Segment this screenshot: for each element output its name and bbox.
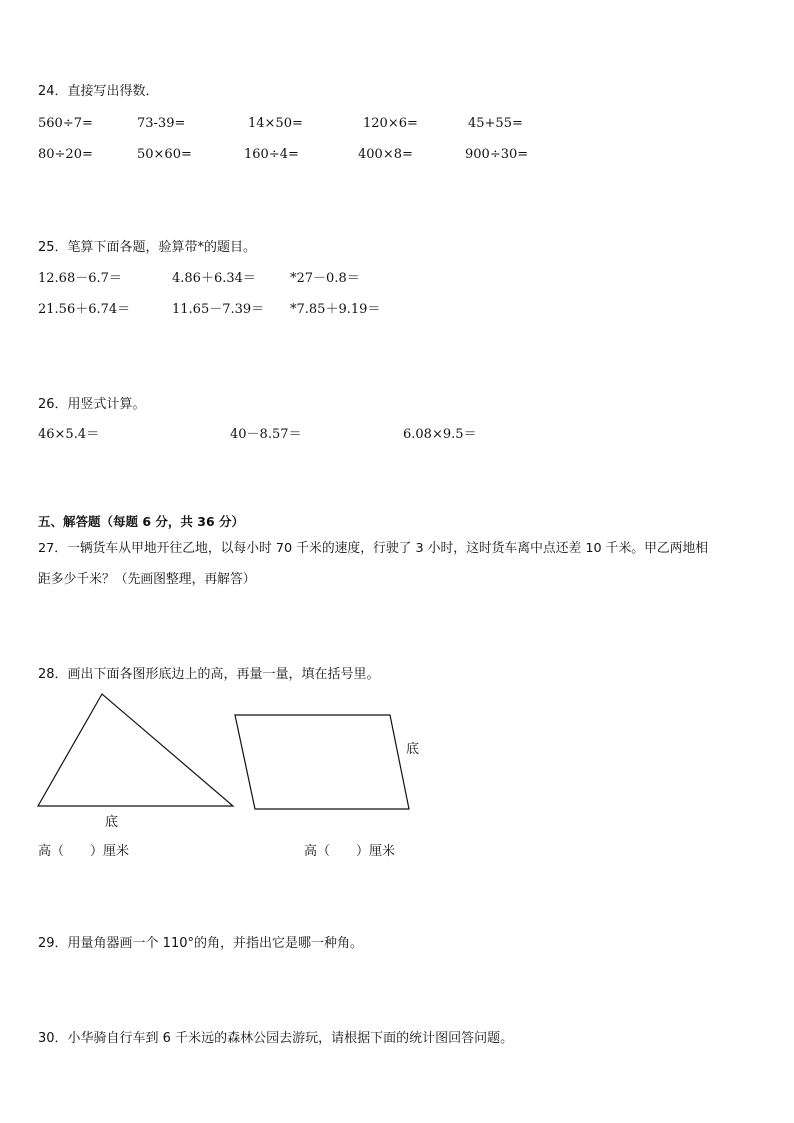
q25-r2-c2: 11.65－7.39＝ xyxy=(172,302,265,317)
q24-r1-c1: 560÷7= xyxy=(38,116,93,131)
q25-r1-c2: 4.86＋6.34＝ xyxy=(172,271,256,286)
q25-r2-c1: 21.56＋6.74＝ xyxy=(38,302,131,317)
parallelogram-base-label: 底 xyxy=(406,742,420,757)
q24-r1-c4: 120×6= xyxy=(363,116,418,131)
q25-r1-c1: 12.68－6.7＝ xyxy=(38,271,122,286)
q26-c2: 40－8.57＝ xyxy=(230,427,302,442)
q24-r2-c2: 50×60= xyxy=(137,147,192,162)
q29-title: 29．用量角器画一个 110°的角，并指出它是哪一种角。 xyxy=(38,936,363,951)
q25-r2-c3: *7.85＋9.19＝ xyxy=(290,302,381,317)
q24-r2-c1: 80÷20= xyxy=(38,147,93,162)
q24-r2-c5: 900÷30= xyxy=(465,147,529,162)
q26-title: 26．用竖式计算。 xyxy=(38,397,146,412)
q24-r2-c4: 400×8= xyxy=(358,147,413,162)
q28-title: 28．画出下面各图形底边上的高，再量一量，填在括号里。 xyxy=(38,667,380,682)
parallelogram-figure xyxy=(233,713,413,811)
q25-title: 25．笔算下面各题，验算带*的题目。 xyxy=(38,240,257,255)
q27-line1: 27．一辆货车从甲地开往乙地，以每小时 70 千米的速度，行驶了 3 小时，这时货车离中点还差 10 千米。甲乙两地相 xyxy=(38,541,709,556)
q26-c1: 46×5.4＝ xyxy=(38,427,100,442)
q25-r1-c3: *27－0.8＝ xyxy=(290,271,360,286)
triangle-base-label: 底 xyxy=(105,815,119,830)
q30-title: 30．小华骑自行车到 6 千米远的森林公园去游玩，请根据下面的统计图回答问题。 xyxy=(38,1031,514,1046)
q28-answer-parallelogram: 高（ ）厘米 xyxy=(304,844,396,859)
q24-r1-c3: 14×50= xyxy=(248,116,303,131)
q24-r1-c2: 73-39= xyxy=(137,116,186,131)
section-5-heading: 五、解答题（每题 6 分，共 36 分） xyxy=(38,514,245,529)
q24-title: 24．直接写出得数． xyxy=(38,84,159,99)
q24-r1-c5: 45+55= xyxy=(468,116,523,131)
q28-answer-triangle: 高（ ）厘米 xyxy=(38,844,130,859)
q26-c3: 6.08×9.5＝ xyxy=(403,427,477,442)
triangle-figure xyxy=(36,692,236,810)
q24-r2-c3: 160÷4= xyxy=(244,147,299,162)
q27-line2: 距多少千米？（先画图整理，再解答） xyxy=(38,572,256,587)
